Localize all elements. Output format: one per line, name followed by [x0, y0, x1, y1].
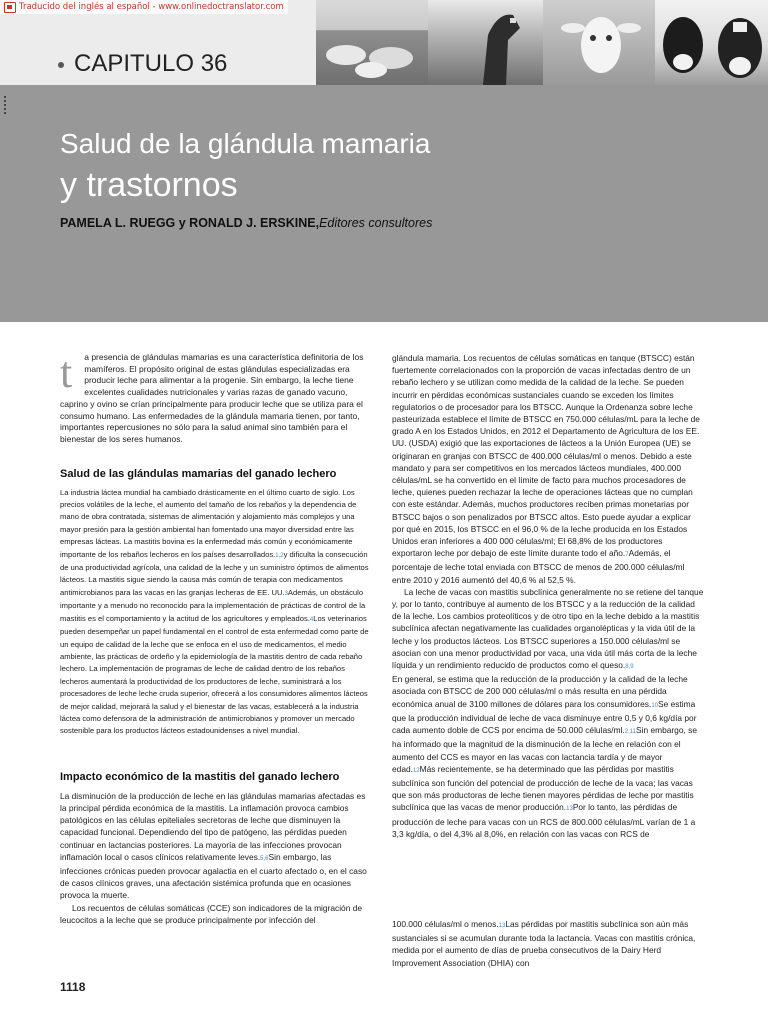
cow-illustration	[655, 0, 768, 85]
page-number: 1118	[60, 980, 86, 994]
right-column	[392, 352, 704, 840]
citation-link[interactable]: 4	[309, 616, 314, 623]
right-paragraph-1: glándula mamaria. Los recuentos de células somáticas en tanque (BTSCC) están fuertemente correlacionados con la proporción de vacas infectadas dentro de un rebaño lechero y se utilizan como medida de la calidad de la leche. Se pueden incurrir en pérdidas económicas sustanciales cuando se exceden los límites regulatorios o de procesador para los BTSCC. Aunque la Ordenanza sobre leche pasteurizada establece el límite de BTSCC en 750.000 células/mL para la leche de grado A en los Estados Unidos, en 2012 el Departamento de Agricultura de los EE. UU. (USDA) exigió que las exportaciones de lácteos a la Unión Europea (UE) se originaran en granjas con BTSCC de 400.000 células/ml o menos. Debido a este mandato y para ser competitivos en los mercados lácteos mundiales, 400.000 células/mL se ha convertido en el límite de facto para muchos procesadores de leche, quienes pueden rechazar la leche de operaciones lácteas que no cumplan con este estándar. Además, muchos productores reciben primas monetarias por BTSCC bajos o son penalizados por BTSCC altos. Esto puede ayudar a explicar por qué en 2015, los BTSCC en el 96,0 % de la leche producida en los Estados Unidos eran inferiores a 400 000 células/ml; El 68,8% de los productores exportaron leche por debajo de este límite durante todo el año.7Además, el porcentaje de leche total enviada con BTSCC de menos de 200.000 células/ml entre 2010 y 2016 aumentó del 40,6 % al 52,5 %.	[392, 353, 700, 585]
editor-role: Editores consultores	[319, 216, 433, 230]
section-economic-impact-text: La disminución de la producción de leche en las glándulas mamarias afectadas es la principal pérdida económica de la mastitis. La inflamación provoca cambios patológicos en las células epiteliales secretoras de leche que disminuyen la capacidad funcional. Dependiendo del tipo de patógeno, las pérdidas pueden continuar en lactancias posteriores. La mayoría de las infecciones provocan inflamación local o casos clínicos relativamente leves.5,6Sin embargo, las infecciones crónicas pueden provocar agalactia en el cuarto afectado o, en el caso de casos clínicos graves, una afectación sistémica profunda que en ocasiones provoca la muerte.	[60, 790, 367, 901]
right-paragraph-2: La leche de vacas con mastitis subclínica generalmente no se retiene del tanque y, por lo tanto, contribuye al aumento de los BTSCC y a la reducción de la calidad de la leche. Los cambios proteolíticos y de otro tipo en la leche debido a la mastitis subclínica afectan negativamente las cualidades organolépticas y la vida útil de la leche y los productos lácteos. Los BTSCC superiores a 150.000 células/ml se asocian con una menor productividad por vaca, una vida útil más corta de la leche líquida y un rendimiento reducido de productos como el queso.8,9	[392, 586, 704, 671]
bullet-icon	[58, 62, 64, 68]
section-economic-impact-text-2: Los recuentos de células somáticas (CCE) son indicadores de la migración de leucocitos a la leche que se produce principalmente por infección del	[60, 902, 363, 925]
goat-illustration	[543, 0, 655, 85]
horse-illustration	[428, 0, 543, 85]
side-margin-mark	[2, 94, 8, 134]
chapter-title-line2: y trastornos	[60, 166, 238, 204]
editor-names: PAMELA L. RUEGG y RONALD J. ERSKINE,	[60, 216, 320, 230]
chapter-label	[58, 50, 227, 78]
citation-link[interactable]: 5,6	[260, 855, 269, 862]
chapter-text: CAPITULO 36	[74, 50, 228, 77]
intro-text: a presencia de glándulas mamarias es una característica definitoria de los mamíferos. El propósito original de estas glándulas especializadas era producir leche para alimentar a la progenie. Sin embargo, la leche tiene excelentes cualidades nutricionales y varias razas de ganado vacuno, caprino y ovino se crían principalmente para producir leche que se utiliza para el consumo humano. Las enfermedades de la glándula mamaria tienen, por tanto, importantes repercusiones no sólo para la salud animal sino también para el bienestar de los seres humanos.	[60, 352, 364, 444]
citation-link[interactable]: 8,9	[625, 664, 634, 671]
intro-paragraph	[60, 348, 370, 446]
citation-link[interactable]: 10	[651, 702, 659, 709]
citation-link[interactable]: 12	[412, 767, 420, 774]
right-paragraph-3: En general, se estima que la reducción de la producción y la calidad de la leche asociada con BTSCC de 200 000 células/ml o más resulta en una pérdida económica anual de 3100 millones de dólares para los consumidores.10Se estima que la producción individual de leche de vaca disminuye entre 0,5 y 0,6 kg/día por cada aumento doble de CCS por encima de 50.000 células/ml.2,11Sin embargo, se ha informado que la magnitud de la disminución de la leche en relación con el aumento del CCS es mayor en las vacas con lactancia tardía y de mayor edad.12Más recientemente, se ha determinado que las pérdidas por mastitis subclínica son función del potencial de producción de leche de la vaca; las vacas que son más productoras de leche tienen mayores pérdidas de leche por mastitis subclínica que las vacas de menor producción.13Por lo tanto, las pérdidas de producción de leche para vacas con un RCS de 800.000 células/mL varían de 1 a 3,3 kg/día, o del 4,3% al 8,0%, en relación con las vacas con RCS de	[392, 674, 698, 839]
citation-link[interactable]: 2,11	[624, 729, 637, 736]
cow-photo	[655, 0, 768, 85]
section-mammary-health-text: La industria láctea mundial ha cambiado drásticamente en el último cuarto de siglo. Los precios volátiles de la leche, el aumento del tamaño de los rebaños y la dependencia de mano de obra contratada, sistemas de alimentación y alojamiento más complejos y una mayor presión para la gestión ambiental han fomentado una mayor diversidad entre las empresas lácteas. La mastitis bovina es la enfermedad más común y económicamente importante de los rebaños lecheros en los países desarrollados.1,2y dificulta la consecución de una productividad agrícola, una calidad de la leche y un suministro óptimos de alimentos lácteos. La mastitis sigue siendo la causa más común de terapia con medicamentos antimicrobianos para las vacas en las granjas lecheras de EE. UU.3Además, un obstáculo importante y a menudo no reconocido para la implementación de prácticas de control de la mastitis es el comportamiento y la actitud de los agricultores y empleados.4Los veterinarios pueden desempeñar un papel fundamental en el control de esta enfermedad como parte de un equipo de calidad de la leche que se enfoca en el uso de medicamentos, el medio ambiente, las prácticas de ordeño y la epidemiología de la mastitis dentro de cada rebaño lechero. La implementación de programas de leche de calidad dentro de los rebaños lecheros aumentará la productividad de los productores de leche, suministrará a los procesadores de leche leche cruda superior, ofrecerá a los consumidores alimentos lácteos de mejor calidad, mejorará la salud y el bienestar de las vacas, establecerá a la industria láctea como defensora de la administración de antimicrobianos y promover un mercado sostenible para los productos lácteos estadounidenses a nivel mundial.	[60, 487, 369, 736]
sheep-illustration	[316, 0, 428, 85]
citation-link[interactable]: 7	[625, 552, 629, 559]
citation-link[interactable]: 13	[566, 806, 573, 813]
sheep-photo	[316, 0, 428, 85]
header-photo-strip	[316, 0, 768, 85]
chapter-title-line1: Salud de la glándula mamaria	[60, 128, 431, 159]
citation-link[interactable]: 13	[498, 923, 506, 929]
section-heading-economic-impact: Impacto económico de la mastitis del ganado lechero	[60, 770, 340, 783]
editors-line	[60, 216, 432, 230]
translator-bar[interactable]	[0, 0, 288, 14]
citation-link[interactable]: 1,2	[275, 552, 284, 559]
left-column	[60, 348, 370, 926]
section-heading-mammary-health: Salud de las glándulas mamarias del ganado lechero	[60, 467, 337, 480]
horse-photo	[428, 0, 543, 85]
dropcap: t	[60, 348, 73, 397]
goat-photo	[543, 0, 655, 85]
right-paragraph-4: 100.000 células/ml o menos.13Las pérdidas por mastitis subclínica son aún más sustanciales si se acumulan durante toda la lactancia. Vacas con mastitis crónica, medida por el aumento de días de prueba consecutivos de la Dairy Herd Improvement Association (DHIA) con	[392, 919, 696, 968]
translator-link[interactable]: Traducido del inglés al español - www.onlinedoctranslator.com	[19, 2, 284, 12]
citation-link[interactable]: 3	[284, 590, 288, 597]
translator-icon	[4, 2, 16, 13]
